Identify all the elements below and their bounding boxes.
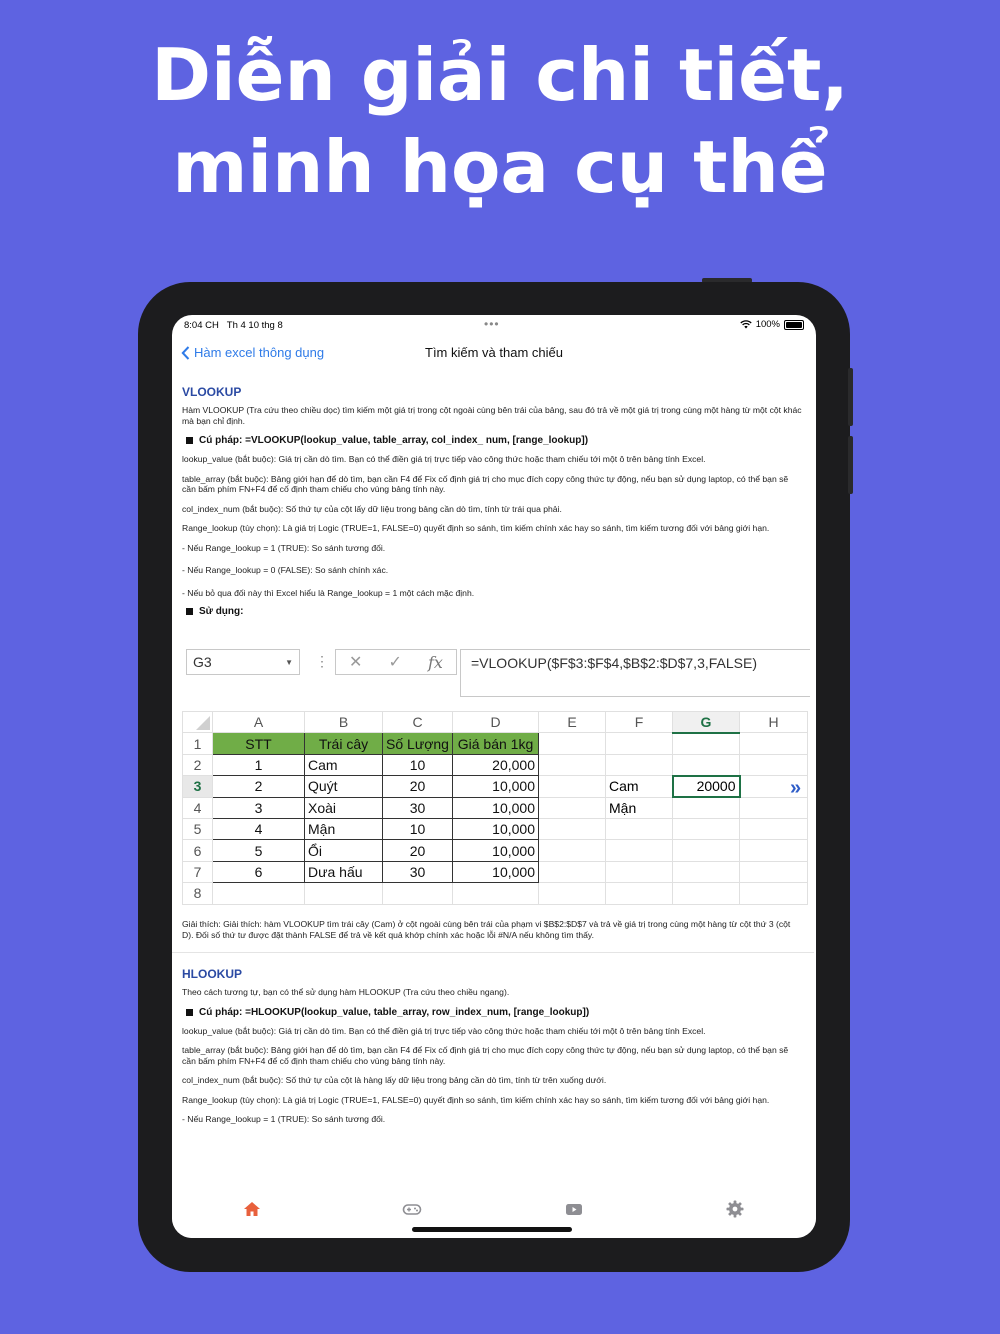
column-header: F <box>606 712 673 733</box>
hlookup-table-array: table_array (bắt buộc): Bảng giới hạn để dò tìm, bạn cần F4 để Fix cố định giá trị cho mục đích copy công thức tự động, nếu bạn sử dụng laptop, có thể bạn sẽ cần bấm phím FN+F4 để cố định tham chiếu cho vùng bảng tính này. <box>182 1045 789 1066</box>
empty-cell <box>383 883 453 904</box>
status-date: Th 4 10 thg 8 <box>226 320 283 331</box>
empty-cell <box>740 797 808 818</box>
headline-line-1: Diễn giải chi tiết, <box>151 33 849 117</box>
empty-cell <box>539 797 606 818</box>
empty-cell <box>673 733 740 754</box>
article-content[interactable] <box>182 383 804 1134</box>
empty-cell <box>673 754 740 775</box>
data-cell: 10,000 <box>453 818 539 839</box>
hlookup-true: - Nếu Range_lookup = 1 (TRUE): So sánh tương đối. <box>182 1114 386 1124</box>
multitask-dots-icon[interactable]: ••• <box>484 317 500 331</box>
headline-line-2: minh họa cụ thể <box>172 125 828 209</box>
vlookup-table-array: table_array (bắt buộc): Bảng giới hạn để dò tìm, bạn cần F4 để Fix cố định giá trị cho mục đích copy công thức tự động, nếu bạn sử dụng laptop, có thể bạn sẽ cần bấm phím FN+F4 để cố định tham chiếu cho vùng bảng tính này. <box>182 473 789 494</box>
wifi-icon <box>740 320 752 329</box>
row-header: 1 <box>183 733 213 754</box>
corner-cell <box>183 712 213 733</box>
empty-cell <box>740 861 808 882</box>
column-header-row <box>183 712 808 733</box>
table-row <box>183 818 808 839</box>
empty-cell <box>606 840 673 861</box>
fx-icon: fx <box>428 652 443 672</box>
empty-cell <box>740 840 808 861</box>
empty-cell <box>673 840 740 861</box>
empty-cell <box>606 754 673 775</box>
name-box-value: G3 <box>193 654 212 670</box>
empty-cell <box>740 754 808 775</box>
device-volume-down-button <box>848 436 853 494</box>
home-indicator[interactable] <box>412 1227 572 1232</box>
empty-cell <box>539 733 606 754</box>
lookup-cell: Mận <box>606 797 673 818</box>
home-icon[interactable] <box>242 1199 262 1219</box>
bullet-square-icon <box>186 437 193 444</box>
empty-cell <box>740 733 808 754</box>
data-cell: 2 <box>213 776 305 797</box>
lookup-cell: Cam <box>606 776 673 797</box>
navigation-bar <box>172 337 816 371</box>
vlookup-false: - Nếu Range_lookup = 0 (FALSE): So sánh chính xác. <box>182 565 389 575</box>
header-cell: Trái cây <box>305 733 383 754</box>
row-header: 2 <box>183 754 213 775</box>
spreadsheet-grid <box>182 711 808 905</box>
formula-bar: =VLOOKUP($F$3:$F$4,$B$2:$D$7,3,FALSE) <box>460 649 810 697</box>
data-cell: 30 <box>383 861 453 882</box>
table-row <box>183 883 808 904</box>
data-cell: 1 <box>213 754 305 775</box>
table-row <box>183 776 808 797</box>
video-icon[interactable] <box>564 1199 584 1219</box>
empty-cell <box>539 840 606 861</box>
data-cell: 3 <box>213 797 305 818</box>
empty-cell <box>453 883 539 904</box>
column-header: H <box>740 712 808 733</box>
column-header: C <box>383 712 453 733</box>
column-header: D <box>453 712 539 733</box>
data-cell: 10,000 <box>453 776 539 797</box>
column-header: A <box>213 712 305 733</box>
vlookup-usage <box>186 606 804 617</box>
vlookup-range-lookup: Range_lookup (tùy chọn): Là giá trị Logic (TRUE=1, FALSE=0) quyết định so sánh, tìm kiếm chính xác hay so sánh, tìm kiếm tương đối với bảng giới hạn. <box>182 523 770 533</box>
name-box <box>186 649 300 675</box>
vlookup-explanation: Giải thích: Giải thích: hàm VLOOKUP tìm trái cây (Cam) ở cột ngoài cùng bên trái của phạm vi $B$2:$D$7 và trả về giá trị trong cùng một hàng từ cột thứ 3 (cột D). Đối số thứ tư được đặt thành FALSE để trả về kết quả khớp chính xác hoặc lỗi #N/A nếu không tìm thấy. <box>182 919 791 940</box>
data-cell: Dưa hấu <box>305 861 383 882</box>
row-header: 6 <box>183 840 213 861</box>
empty-cell <box>606 733 673 754</box>
column-header: B <box>305 712 383 733</box>
gear-icon[interactable] <box>725 1199 745 1219</box>
row-header: 4 <box>183 797 213 818</box>
data-cell: 10 <box>383 754 453 775</box>
row-header-selected: 3 <box>183 776 213 797</box>
vlookup-omit: - Nếu bỏ qua đối này thì Excel hiểu là Range_lookup = 1 một cách mặc định. <box>182 587 475 598</box>
vlookup-lookup-value: lookup_value (bắt buộc): Giá trị cần dò tìm. Bạn có thể điền giá trị trực tiếp vào công thức hoặc tham chiếu tới một ô trên bảng tính Excel. <box>182 454 706 464</box>
empty-cell <box>673 861 740 882</box>
data-cell: 10,000 <box>453 861 539 882</box>
data-cell: 6 <box>213 861 305 882</box>
empty-cell <box>673 818 740 839</box>
table-row <box>183 840 808 861</box>
empty-cell <box>539 776 606 797</box>
row-header: 8 <box>183 883 213 904</box>
vlookup-col-index: col_index_num (bắt buộc): Số thứ tự của cột lấy dữ liệu trong bảng cần dò tìm, tính từ trái qua phải. <box>182 503 562 514</box>
hlookup-lookup-value: lookup_value (bắt buộc): Giá trị cần dò tìm. Bạn có thể điền giá trị trực tiếp vào công thức hoặc tham chiếu tới một ô trên bảng tính Excel. <box>182 1025 706 1036</box>
formula-buttons <box>335 649 457 675</box>
column-header: E <box>539 712 606 733</box>
header-cell: STT <box>213 733 305 754</box>
hlookup-intro: Theo cách tương tự, bạn có thể sử dụng hàm HLOOKUP (Tra cứu theo chiều ngang). <box>182 987 510 997</box>
column-header-selected: G <box>673 712 740 733</box>
vlookup-syntax <box>186 435 804 446</box>
data-cell: 20,000 <box>453 754 539 775</box>
select-all-triangle-icon <box>196 716 210 730</box>
battery-percent: 100% <box>755 319 780 330</box>
row-header: 5 <box>183 818 213 839</box>
empty-cell <box>673 883 740 904</box>
gamepad-icon[interactable] <box>402 1199 422 1219</box>
cancel-x-icon: ✕ <box>349 654 363 671</box>
data-cell: 5 <box>213 840 305 861</box>
data-cell: 10 <box>383 818 453 839</box>
empty-cell <box>740 818 808 839</box>
dropdown-arrow-icon: ▼ <box>285 658 293 667</box>
data-cell: Mận <box>305 818 383 839</box>
hlookup-syntax <box>186 1007 804 1018</box>
empty-cell <box>606 883 673 904</box>
empty-cell <box>606 861 673 882</box>
page-title: Tìm kiếm và tham chiếu <box>425 345 563 360</box>
data-cell: 30 <box>383 797 453 818</box>
status-time-value: 8:04 CH <box>184 320 219 331</box>
excel-screenshot <box>182 639 810 911</box>
empty-cell <box>305 883 383 904</box>
data-cell: Ổi <box>305 840 383 861</box>
data-cell: Quýt <box>305 776 383 797</box>
data-cell: 20 <box>383 776 453 797</box>
section-title-hlookup: HLOOKUP <box>182 967 242 981</box>
back-button-label: Hàm excel thông dụng <box>194 345 325 360</box>
checkmark-icon: ✓ <box>388 654 402 671</box>
table-row <box>183 733 808 754</box>
vlookup-syntax-text: Cú pháp: =VLOOKUP(lookup_value, table_array, col_index_ num, [range_lookup]) <box>199 435 589 446</box>
table-row <box>183 797 808 818</box>
empty-cell <box>213 883 305 904</box>
device-volume-up-button <box>848 368 853 426</box>
status-right <box>740 319 804 330</box>
status-time <box>184 320 283 331</box>
hlookup-range-lookup: Range_lookup (tùy chọn): Là giá trị Logic (TRUE=1, FALSE=0) quyết định so sánh, tìm kiếm chính xác hay so sánh, tìm kiếm tương đối với bảng giới hạn. <box>182 1094 770 1105</box>
empty-cell <box>539 818 606 839</box>
double-chevron-right-icon: » <box>790 777 802 799</box>
header-cell: Số Lượng <box>383 733 453 754</box>
vertical-dots-icon: ⋮ <box>315 653 329 669</box>
row-header: 7 <box>183 861 213 882</box>
empty-cell <box>539 883 606 904</box>
vlookup-usage-text: Sử dụng: <box>199 606 244 617</box>
empty-cell <box>606 818 673 839</box>
data-cell: 4 <box>213 818 305 839</box>
vlookup-intro: Hàm VLOOKUP (Tra cứu theo chiều dọc) tìm kiếm một giá trị trong cột ngoài cùng bên trái của bảng, sau đó trả về một giá trị trong cùng một hàng từ một cột khác mà bạn chỉ định. <box>182 405 802 426</box>
table-row <box>183 861 808 882</box>
data-cell: 20 <box>383 840 453 861</box>
hlookup-row-index: col_index_num (bắt buộc): Số thứ tự của cột là hàng lấy dữ liệu trong bảng cần dò tìm, tính từ trên xuống dưới. <box>182 1075 607 1085</box>
battery-icon <box>784 320 804 330</box>
empty-cell <box>740 883 808 904</box>
bullet-square-icon <box>186 1009 193 1016</box>
bullet-square-icon <box>186 608 193 615</box>
section-title-vlookup: VLOOKUP <box>182 385 242 399</box>
hlookup-syntax-text: Cú pháp: =HLOOKUP(lookup_value, table_array, row_index_num, [range_lookup]) <box>199 1006 590 1018</box>
vlookup-true: - Nếu Range_lookup = 1 (TRUE): So sánh tương đối. <box>182 542 386 553</box>
empty-cell <box>539 754 606 775</box>
section-divider <box>172 952 814 953</box>
empty-cell <box>539 861 606 882</box>
app-screen <box>172 315 816 1238</box>
empty-cell <box>673 797 740 818</box>
header-cell: Giá bán 1kg <box>453 733 539 754</box>
active-cell: 20000 <box>673 776 740 797</box>
status-bar <box>172 315 816 335</box>
data-cell: Cam <box>305 754 383 775</box>
data-cell: 10,000 <box>453 797 539 818</box>
data-cell: 10,000 <box>453 840 539 861</box>
table-row <box>183 754 808 775</box>
data-cell: Xoài <box>305 797 383 818</box>
